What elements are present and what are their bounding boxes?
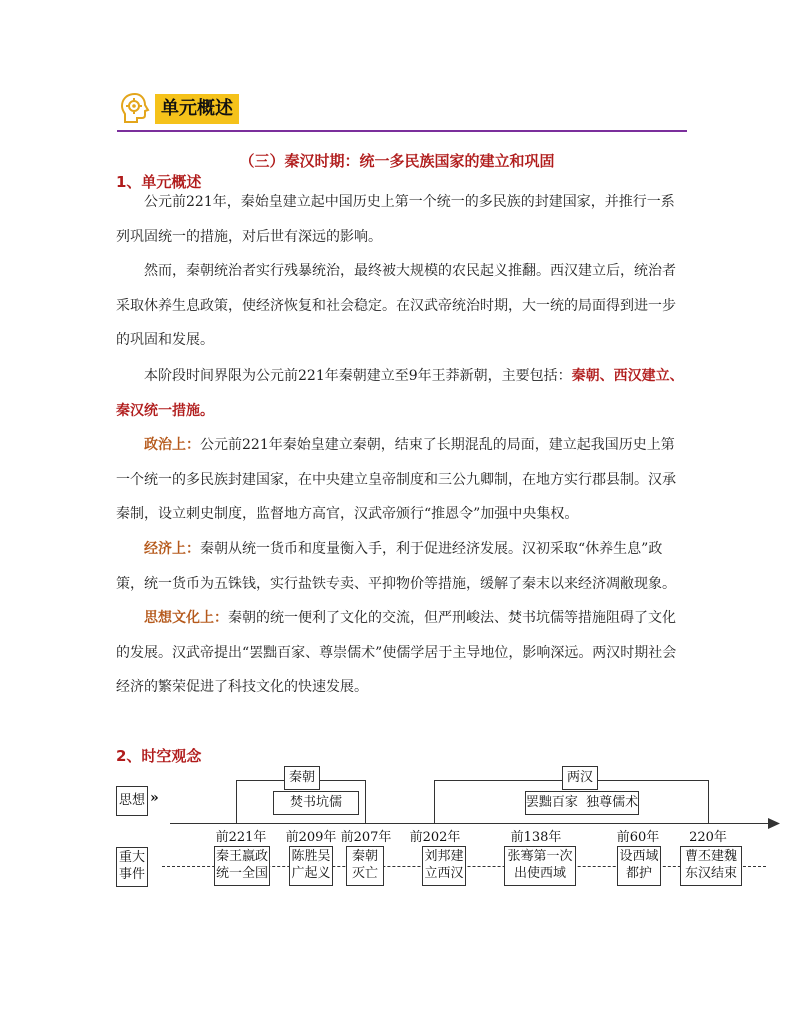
event-box — [680, 846, 742, 886]
row-label-events-line1: 重大 — [118, 850, 145, 866]
qin-bracket-left — [236, 780, 237, 823]
event-box — [346, 846, 384, 886]
year-label: 前207年 — [340, 830, 392, 845]
politics-text: 公元前221年秦始皇建立秦朝，结束了长期混乱的局面，建立起我国历史上第一个统一的多民族封建国家，在中央建立皇帝制度和三公九卿制，在地方实行郡县制。汉承秦制，设立刺史制度，监督地方高官，汉武帝颁行“推恩令”加强中央集权。 — [116, 437, 676, 522]
row-label-thought — [116, 786, 148, 816]
row-label-events-line2: 事件 — [118, 867, 145, 882]
event-text: 设西域 — [619, 849, 659, 865]
events-dashed-line — [162, 866, 766, 867]
thought-han-text: 罢黜百家 独尊儒术 — [525, 794, 639, 810]
event-text: 东汉结束 — [684, 866, 737, 881]
year-label: 前202年 — [409, 830, 461, 845]
han-bracket-top-right — [598, 780, 708, 781]
economy-label: 经济上： — [144, 541, 200, 557]
event-box — [289, 846, 333, 886]
qin-bracket-top-left — [236, 780, 284, 781]
han-bracket-right — [708, 780, 709, 823]
event-text: 秦朝 — [351, 849, 378, 865]
han-bracket-left — [434, 780, 435, 823]
event-text: 出使西域 — [513, 866, 566, 881]
year-label: 前209年 — [285, 830, 337, 845]
timeline-axis — [170, 823, 772, 824]
year-label: 前138年 — [510, 830, 562, 845]
event-text: 广起义 — [291, 866, 331, 881]
paragraph-intro: 公元前221年，秦始皇建立起中国历史上第一个统一的多民族的封建国家，并推行一系列巩固统一的措施，对后世有深远的影响。 — [116, 194, 675, 245]
unit-title: 单元概述 — [161, 98, 233, 119]
chevron-right-icon: » — [150, 790, 159, 806]
thought-han — [525, 791, 639, 815]
thought-qin-text: 焚书坑儒 — [289, 794, 342, 810]
thought-qin — [273, 791, 359, 815]
qin-bracket-right — [365, 780, 366, 823]
event-text: 灭亡 — [351, 866, 378, 881]
era-label-qin-text: 秦朝 — [288, 769, 315, 785]
paragraph-qin-han: 然而，秦朝统治者实行残暴统治，最终被大规模的农民起义推翻。西汉建立后，统治者采取休养生息政策，使经济恢复和社会稳定。在汉武帝统治时期，大一统的局面得到进一步的巩固和发展。 — [116, 263, 676, 348]
year-label: 220年 — [689, 830, 727, 845]
paragraph-politics — [116, 428, 686, 532]
event-text: 统一全国 — [215, 866, 268, 881]
section-heading-overview: 1、单元概述 — [116, 173, 202, 191]
era-label-han — [562, 766, 598, 790]
year-label: 前221年 — [215, 830, 267, 845]
era-label-han-text: 两汉 — [566, 769, 593, 785]
qin-bracket-top-right — [320, 780, 365, 781]
paragraph-scope — [116, 359, 686, 428]
row-label-thought-text: 思想 — [118, 792, 145, 808]
axis-arrow-icon — [768, 818, 780, 829]
culture-text: 秦朝的统一便利了文化的交流，但严刑峻法、焚书坑儒等措施阻碍了文化的发展。汉武帝提出“罢黜百家、尊崇儒术”使儒学居于主导地位，影响深远。两汉时期社会经济的繁荣促进了科技文化的快速发展。 — [116, 610, 677, 695]
han-bracket-top-left — [434, 780, 562, 781]
paragraph-culture — [116, 601, 686, 705]
row-label-events — [116, 847, 148, 887]
header-rule — [117, 130, 687, 132]
era-label-qin — [284, 766, 320, 790]
event-text: 张骞第一次 — [507, 849, 573, 865]
scope-highlight: 秦朝、西汉建立、秦汉统一措施。 — [116, 368, 684, 419]
politics-label: 政治上： — [144, 437, 200, 453]
section-heading-timeline: 2、时空观念 — [116, 747, 202, 765]
economy-text: 秦朝从统一货币和度量衡入手，利于促进经济发展。汉初采取“休养生息”政策，统一货币为五铢钱，实行盐铁专卖、平抑物价等措施，缓解了秦末以来经济凋敝现象。 — [116, 541, 676, 592]
event-text: 刘邦建 — [424, 849, 464, 865]
event-box — [617, 846, 661, 886]
culture-label: 思想文化上： — [144, 610, 228, 626]
chapter-subtitle: （三）秦汉时期：统一多民族国家的建立和巩固 — [239, 152, 555, 170]
event-box — [504, 846, 576, 886]
head-gear-icon — [117, 91, 153, 127]
event-text: 陈胜吴 — [291, 849, 331, 865]
paragraph-economy — [116, 532, 686, 601]
year-label: 前60年 — [616, 830, 660, 845]
event-text: 都护 — [625, 866, 652, 881]
event-text: 曹丕建魏 — [684, 849, 737, 865]
event-box — [214, 846, 270, 886]
event-box — [422, 846, 466, 886]
event-text: 秦王嬴政 — [215, 849, 268, 865]
scope-text: 本阶段时间界限为公元前221年秦朝建立至9年王莽新朝，主要包括： — [144, 368, 572, 384]
event-text: 立西汉 — [424, 866, 464, 881]
